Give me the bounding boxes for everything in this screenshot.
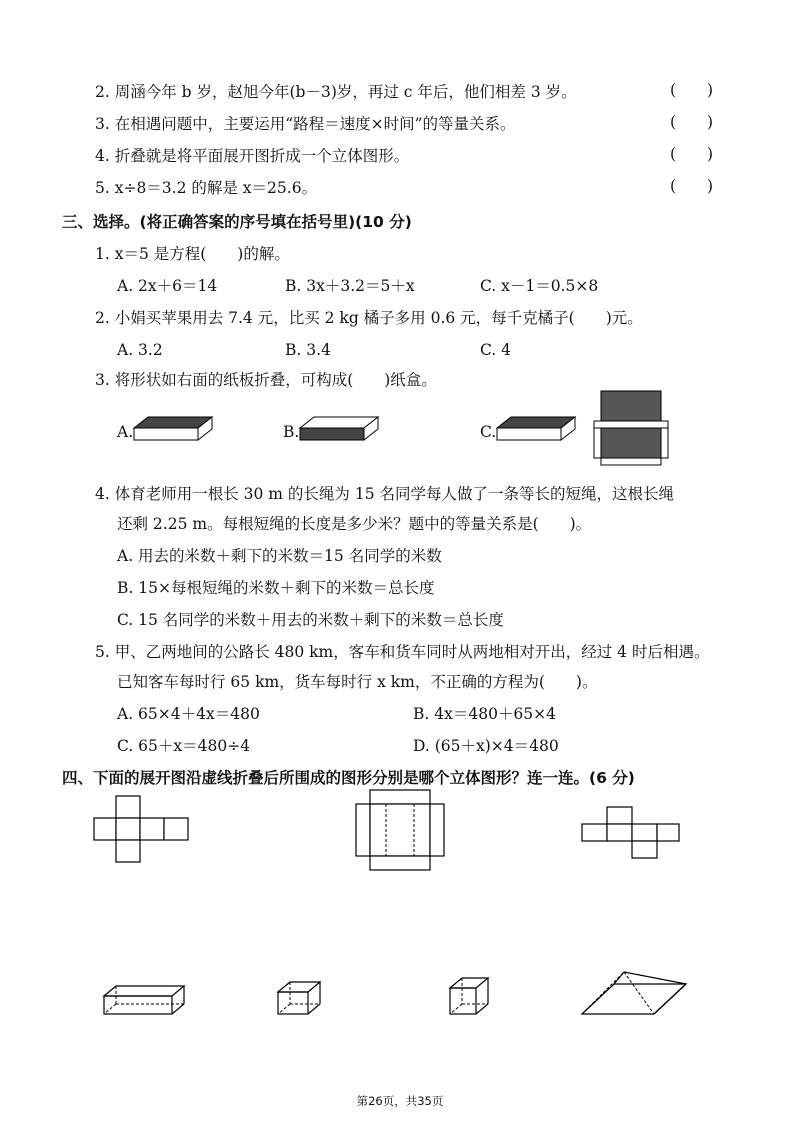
answer-paren-3[interactable]: ( ) xyxy=(670,113,714,131)
choice-q2-stem: 2. 小娟买苹果用去 7.4 元，比买 2 kg 橘子多用 0.6 元，每千克橘子( )元。 xyxy=(95,309,643,327)
section-3-heading: 三、选择。(将正确答案的序号填在括号里)(10 分) xyxy=(62,213,412,231)
choice-q3-option-b[interactable]: B. xyxy=(283,423,300,441)
judge-item-4: 4. 折叠就是将平面展开图折成一个立体图形。 xyxy=(95,147,410,165)
solid-cuboid-figure xyxy=(278,980,328,1020)
answer-paren-2[interactable]: ( ) xyxy=(670,81,714,99)
box-c-figure xyxy=(497,416,587,446)
choice-q3-option-c[interactable]: C. xyxy=(480,423,497,441)
choice-q1-option-c[interactable]: C. x－1＝0.5×8 xyxy=(480,277,599,295)
answer-paren-5[interactable]: ( ) xyxy=(670,177,714,195)
choice-q5-stem-line2: 已知客车每时行 65 km，货车每时行 x km，不正确的方程为( )。 xyxy=(117,673,598,691)
solid-triangular-prism-figure xyxy=(582,972,692,1022)
net-2-cuboid-figure xyxy=(356,790,446,870)
judge-item-3: 3. 在相遇问题中，主要运用“路程＝速度×时间”的等量关系。 xyxy=(95,115,516,133)
page-footer: 第26页，共35页 xyxy=(356,1094,444,1108)
net-1-cross-figure xyxy=(94,796,194,866)
cardboard-net-figure xyxy=(594,391,674,466)
choice-q2-option-b[interactable]: B. 3.4 xyxy=(285,341,331,359)
choice-q4-stem-line2: 还剩 2.25 m。每根短绳的长度是多少米？题中的等量关系是( )。 xyxy=(117,515,592,533)
choice-q1-stem: 1. x＝5 是方程( )的解。 xyxy=(95,245,290,263)
choice-q1-option-a[interactable]: A. 2x＋6＝14 xyxy=(117,277,218,295)
choice-q4-option-b[interactable]: B. 15×每根短绳的米数＋剩下的米数＝总长度 xyxy=(117,579,435,597)
answer-paren-4[interactable]: ( ) xyxy=(670,145,714,163)
choice-q4-stem-line1: 4. 体育老师用一根长 30 m 的长绳为 15 名同学每人做了一条等长的短绳，这根长绳 xyxy=(95,485,674,503)
choice-q5-option-b[interactable]: B. 4x＝480＋65×4 xyxy=(413,705,557,723)
choice-q4-option-c[interactable]: C. 15 名同学的米数＋用去的米数＋剩下的米数＝总长度 xyxy=(117,611,504,629)
judge-item-5: 5. x÷8＝3.2 的解是 x＝25.6。 xyxy=(95,179,318,197)
choice-q3-stem: 3. 将形状如右面的纸板折叠，可构成( )纸盒。 xyxy=(95,371,437,389)
judge-item-2: 2. 周涵今年 b 岁，赵旭今年(b－3)岁，再过 c 年后，他们相差 3 岁。 xyxy=(95,83,577,101)
box-a-figure xyxy=(134,416,224,446)
box-b-figure xyxy=(300,416,390,446)
choice-q1-option-b[interactable]: B. 3x＋3.2＝5＋x xyxy=(285,277,415,295)
section-4-heading: 四、下面的展开图沿虚线折叠后所围成的图形分别是哪个立体图形？连一连。(6 分) xyxy=(62,769,635,787)
choice-q2-option-c[interactable]: C. 4 xyxy=(480,341,512,359)
choice-q5-stem-line1: 5. 甲、乙两地间的公路长 480 km，客车和货车同时从两地相对开出，经过 4 时后相遇。 xyxy=(95,643,710,661)
choice-q3-option-a[interactable]: A. xyxy=(117,423,134,441)
choice-q5-option-c[interactable]: C. 65＋x＝480÷4 xyxy=(117,737,251,755)
solid-cube-figure xyxy=(450,976,500,1020)
solid-flat-cuboid-figure xyxy=(104,984,194,1018)
choice-q5-option-a[interactable]: A. 65×4＋4x＝480 xyxy=(117,705,260,723)
choice-q4-option-a[interactable]: A. 用去的米数＋剩下的米数＝15 名同学的米数 xyxy=(117,547,442,565)
net-3-strip-figure xyxy=(582,807,682,867)
choice-q2-option-a[interactable]: A. 3.2 xyxy=(117,341,163,359)
choice-q5-option-d[interactable]: D. (65＋x)×4＝480 xyxy=(413,737,559,755)
